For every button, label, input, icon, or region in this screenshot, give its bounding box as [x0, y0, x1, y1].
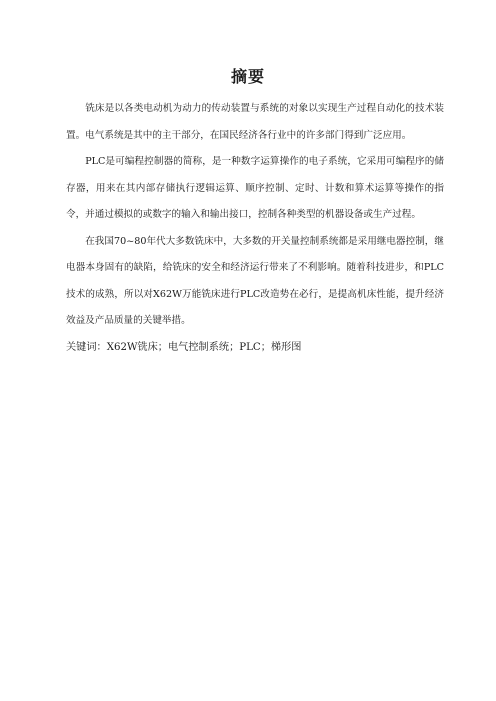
page-title: 摘要	[230, 67, 265, 86]
abstract-body	[66, 96, 444, 360]
paragraph-1: 铣床是以各类电动机为动力的传动装置与系统的对象以实现生产过程自动化的技术装置。电气系统是其中的主干部分，在国民经济各行业中的许多部门得到广泛应用。	[66, 103, 444, 141]
keywords-line: 关键词：X62W铣床；电气控制系统；PLC；梯形图	[66, 341, 302, 353]
paragraph-3: 在我国70~80年代大多数铣床中，大多数的开关量控制系统都是采用继电器控制，继电器本身固有的缺陷，给铣床的安全和经济运行带来了不利影响。随着科技进步，和PLC技术的成熟，所以对X62W万能铣床进行PLC改造势在必行，是提高机床性能，提升经济效益及产品质量的关键举措。	[66, 235, 444, 326]
paragraph-2: PLC是可编程控制器的简称，是一种数字运算操作的电子系统，它采用可编程序的储存器，用来在其内部存储执行逻辑运算、顺序控制、定时、计数和算术运算等操作的指令，并通过模拟的或数字的输入和输出接口，控制各种类型的机器设备或生产过程。	[66, 156, 444, 220]
